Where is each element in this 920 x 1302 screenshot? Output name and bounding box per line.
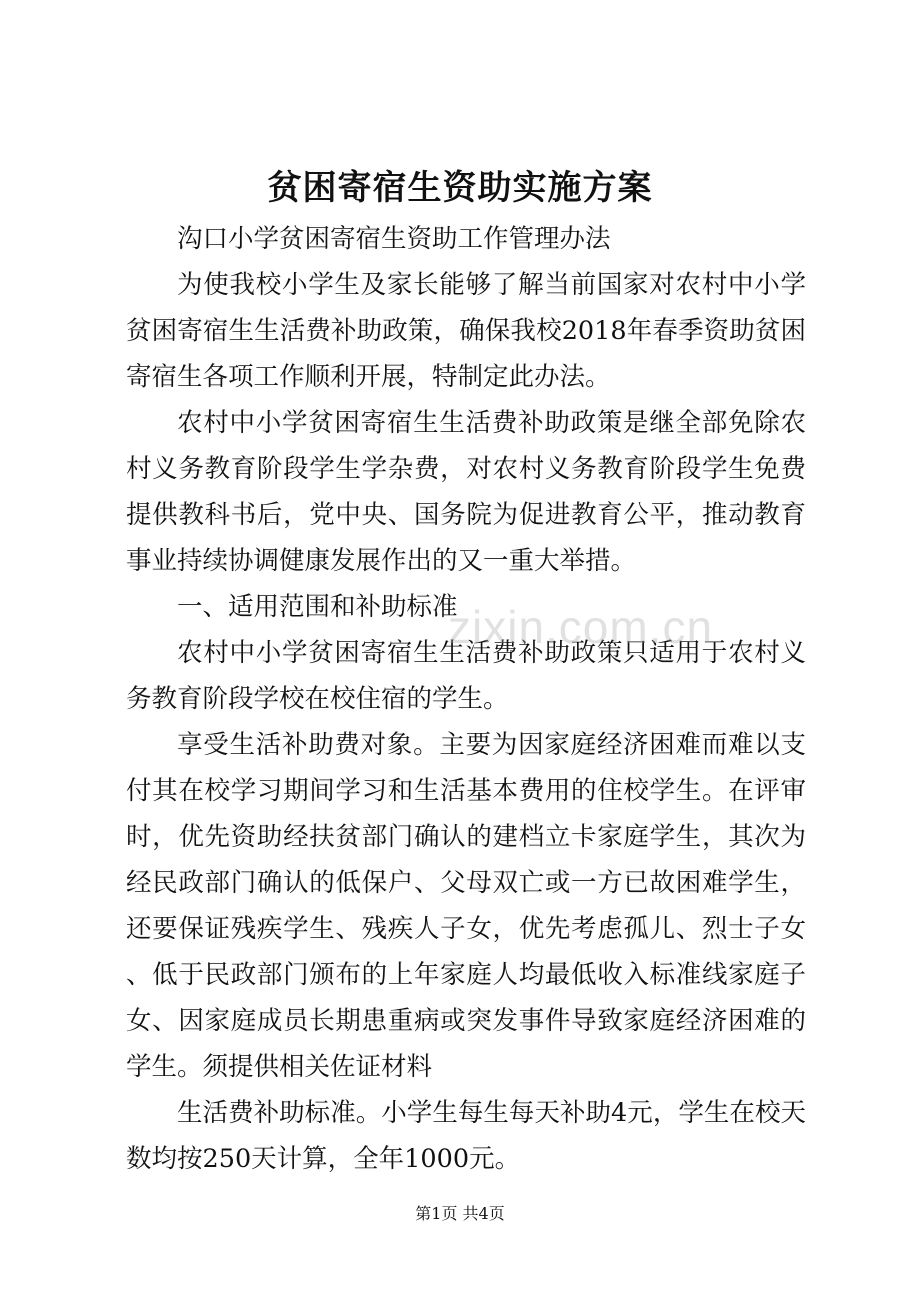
document-title: 贫困寄宿生资助实施方案 <box>267 168 653 208</box>
paragraph-scope: 农村中小学贫困寄宿生生活费补助政策只适用于农村义务教育阶段学校在校住宿的学生。 <box>126 638 806 714</box>
paragraph-subtitle: 沟口小学贫困寄宿生资助工作管理办法 <box>177 224 611 254</box>
paragraph-eligibility: 享受生活补助费对象。主要为因家庭经济困难而难以支付其在校学习期间学习和生活基本费用的住校学生。在评审时，优先资助经扶贫部门确认的建档立卡家庭学生，其次为经民政部门确认的低保户、父母双亡或一方已故困难学生，还要保证残疾学生、残疾人子女，优先考虑孤儿、烈士子女、低于民政部门颁布的上年家庭人均最低收入标准线家庭子女、因家庭成员长期患重病或突发事件导致家庭经济困难的学生。须提供相关佐证材料 <box>126 730 806 1082</box>
document-body <box>126 216 806 1182</box>
paragraph-policy: 农村中小学贫困寄宿生生活费补助政策是继全部免除农村义务教育阶段学生学杂费，对农村义务教育阶段学生免费提供教科书后，党中央、国务院为促进教育公平，推动教育事业持续协调健康发展作出的又一重大举措。 <box>126 408 806 576</box>
paragraph-standard: 生活费补助标准。小学生每生每天补助4元，学生在校天数均按250天计算，全年1000元。 <box>126 1098 806 1174</box>
paragraph-intro: 为使我校小学生及家长能够了解当前国家对农村中小学贫困寄宿生生活费补助政策，确保我校2018年春季资助贫困寄宿生各项工作顺利开展，特制定此办法。 <box>126 270 806 392</box>
section-heading: 一、适用范围和补助标准 <box>177 592 458 622</box>
watermark: zixin.com.cn <box>448 601 714 653</box>
page-footer: 第1页 共4页 <box>415 1204 505 1223</box>
